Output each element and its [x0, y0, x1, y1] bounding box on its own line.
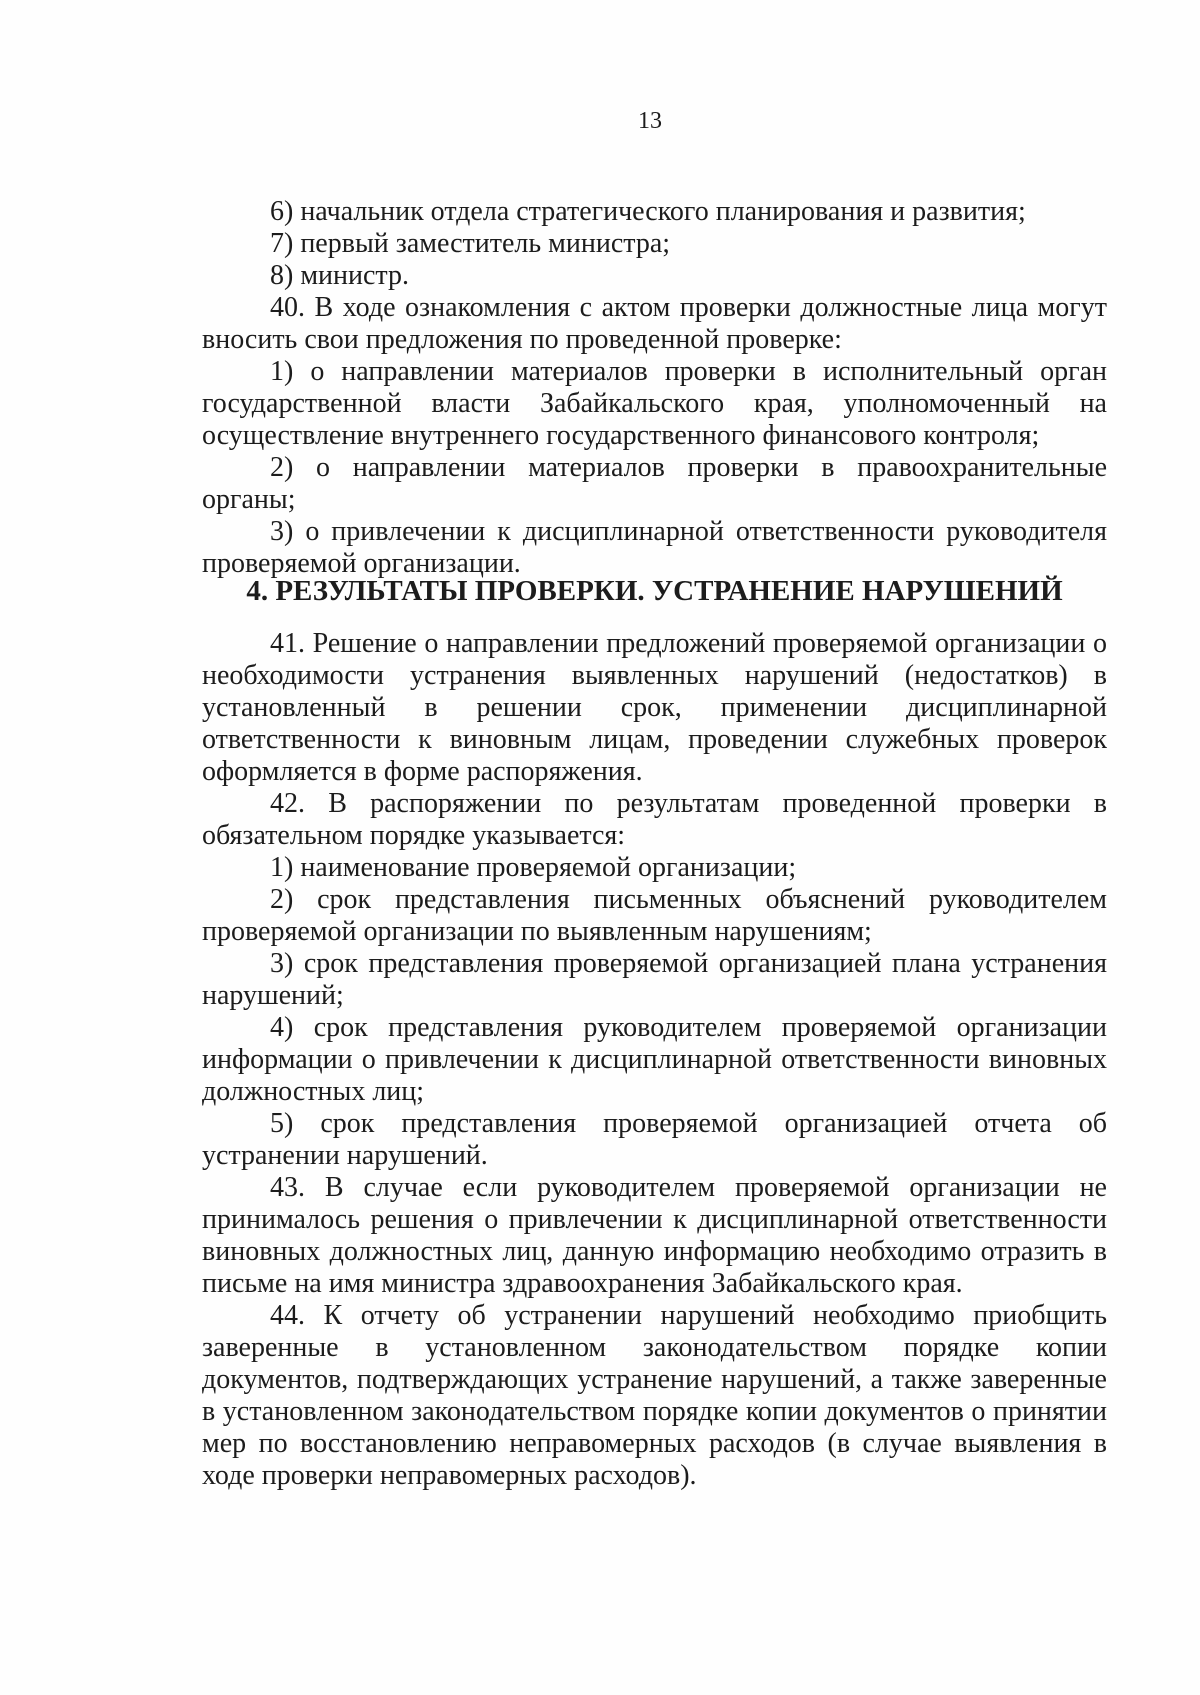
clause-40-item-2: 2) о направлении материалов проверки в правоохранительные органы; [202, 452, 1107, 515]
clause-40: 40. В ходе ознакомления с актом проверки должностные лица могут вносить свои предложения по проведенной проверке: [202, 292, 1107, 355]
clause-43: 43. В случае если руководителем проверяемой организации не принималось решения о привлечении к дисциплинарной ответственности виновных должностных лиц, данную информацию необходимо отразить в письме на имя министра здравоохранения Забайкальского края. [202, 1172, 1107, 1299]
clause-41: 41. Решение о направлении предложений проверяемой организации о необходимости устранения выявленных нарушений (недостатков) в установленный в решении срок, применении дисциплинарной ответственности к виновным лицам, проведении служебных проверок оформляется в форме распоряжения. [202, 628, 1107, 787]
clause-42-item-2: 2) срок представления письменных объяснений руководителем проверяемой организации по выявленным нарушениям; [202, 884, 1107, 947]
list-item-head-of-department: 6) начальник отдела стратегического планирования и развития; [270, 196, 1026, 227]
page-number: 13 [638, 108, 662, 134]
clause-42-item-1: 1) наименование проверяемой организации; [270, 852, 797, 883]
clause-44: 44. К отчету об устранении нарушений необходимо приобщить заверенные в установленном законодательством порядке копии документов, подтверждающих устранение нарушений, а также заверенные в установленном законодательством порядке копии документов о принятии мер по восстановлению неправомерных расходов (в случае выявления в ходе проверки неправомерных расходов). [202, 1300, 1107, 1491]
clause-42-item-3: 3) срок представления проверяемой организацией плана устранения нарушений; [202, 948, 1107, 1011]
clause-42-item-5: 5) срок представления проверяемой организацией отчета об устранении нарушений. [202, 1108, 1107, 1171]
section-4-body [202, 628, 1107, 1492]
clause-40-item-3: 3) о привлечении к дисциплинарной ответственности руководителя проверяемой организации. [202, 516, 1107, 579]
clause-42-item-4: 4) срок представления руководителем проверяемой организации информации о привлечении к дисциплинарной ответственности виновных должностных лиц; [202, 1012, 1107, 1107]
clause-42: 42. В распоряжении по результатам проведенной проверки в обязательном порядке указывается: [202, 788, 1107, 851]
clause-40-item-1: 1) о направлении материалов проверки в исполнительный орган государственной власти Забайкальского края, уполномоченный на осуществление внутреннего государственного финансового контроля; [202, 356, 1107, 451]
section-heading: 4. РЕЗУЛЬТАТЫ ПРОВЕРКИ. УСТРАНЕНИЕ НАРУШЕНИЙ [246, 575, 1063, 607]
list-continuation [202, 196, 1107, 580]
list-item-minister: 8) министр. [270, 260, 410, 291]
list-item-first-deputy: 7) первый заместитель министра; [270, 228, 671, 259]
